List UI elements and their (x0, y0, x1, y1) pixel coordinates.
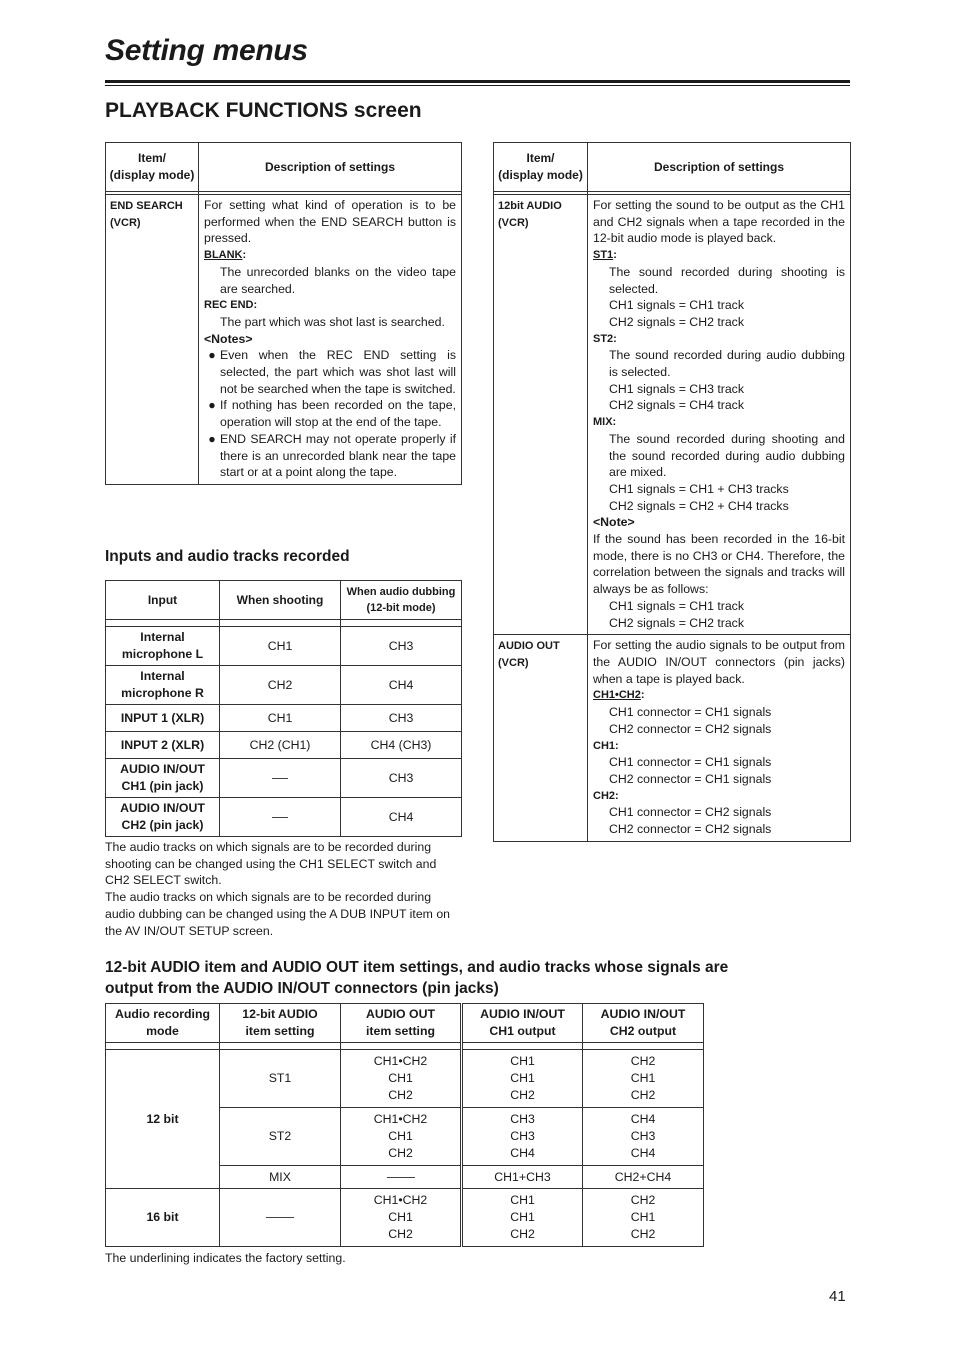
bottom-section-title: 12-bit AUDIO item and AUDIO OUT item settings, and audio tracks whose signals are output from the AUDIO IN/OUT connectors (pin jacks) (105, 959, 729, 997)
page-number: 41 (829, 1288, 846, 1305)
item-header: Item/ (display mode) (106, 143, 199, 192)
table-row: INPUT 2 (XLR) CH2 (CH1) CH4 (CH3) (106, 732, 462, 759)
notes-label: <Notes> (204, 331, 253, 346)
12bit-setting-header: 12-bit AUDIO item setting (220, 1004, 341, 1043)
ch2-output-header: AUDIO IN/OUT CH2 output (583, 1004, 704, 1043)
inputs-notes: The audio tracks on which signals are to be recorded during shooting can be changed using the CH1 SELECT switch and CH2 SELECT switch. The audio tracks on which signals are to be recorded during audio dubbing can be changed using the A DUB INPUT item on the AV IN/OUT SETUP screen. (105, 840, 450, 938)
end-search-description: For setting what kind of operation is to be performed when the END SEARCH button is pressed. BLANK: The unrecorded blanks on the video tape are searched. REC END: The part which was shot last is searched. <Notes> ● Even when the REC END setting is selected, the part which was shot last will not be searched when the tape is switched. ● If nothing has been recorded on the tape, operation will stop at the end of the tape. ● END SEARCH may not operate properly if there is an unrecorded blank near the tape start or at a point along the tape. (199, 195, 462, 485)
table-row: 16 bit CH1•CH2 CH1 CH2 CH1 CH1 CH2 CH2 CH1 CH2 (106, 1189, 704, 1247)
dash-mark (272, 778, 288, 779)
ch2-option-label: CH2: (593, 789, 619, 802)
section-title: PLAYBACK FUNCTIONS screen (105, 99, 422, 122)
ch1ch2-option-label: CH1•CH2 (593, 689, 641, 702)
table-row: INPUT 1 (XLR) CH1 CH3 (106, 705, 462, 732)
audio-out-description: For setting the audio signals to be output from the AUDIO IN/OUT connectors (pin jacks) when a tape is played back. CH1•CH2: CH1 connector = CH1 signals CH2 connector = CH2 signals CH1: CH1 connector = CH1 signals CH2 connector = CH1 signals CH2: CH1 connector = CH2 signals CH2 connector = CH2 signals (588, 635, 851, 841)
12bit-audio-description: For setting the sound to be output as the CH1 and CH2 signals when a tape recorded in the 12-bit audio mode is played back. ST1: The sound recorded during shooting is selected. CH1 signals = CH1 track CH2 signals = CH2 track ST2: The sound recorded during audio dubbing is selected. CH1 signals = CH3 track CH2 signals = CH4 track MIX: The sound recorded during shooting and the sound recorded during audio dubbing are mixed. CH1 signals = CH1 + CH3 tracks CH2 signals = CH2 + CH4 tracks <Note> If the sound has been recorded in the 16-bit mode, there is no CH3 or CH4. Therefore, the correlation between the signals and tracks will always be as follows: CH1 signals = CH1 track CH2 signals = CH2 track (588, 195, 851, 635)
audio-out-setting-header: AUDIO OUT item setting (341, 1004, 462, 1043)
description-header: Description of settings (199, 143, 462, 192)
ch1-option-label: CH1: (593, 739, 619, 752)
item-header: Item/ (display mode) (494, 143, 588, 192)
st1-option-label: ST1 (593, 249, 614, 262)
dubbing-header: When audio dubbing (12-bit mode) (341, 581, 462, 620)
item-audio-out: AUDIO OUT (VCR) (494, 635, 588, 841)
rec-end-option-label: REC END: (204, 299, 258, 312)
table-row: ST2 CH1•CH2 CH1 CH2 CH3 CH3 CH4 CH4 CH3 CH4 (106, 1108, 704, 1166)
recording-mode-header: Audio recording mode (106, 1004, 220, 1043)
st2-option-label: ST2: (593, 332, 617, 345)
table-row: AUDIO IN/OUT CH2 (pin jack) CH4 (106, 798, 462, 837)
dash-mark (387, 1177, 415, 1178)
title-rule (105, 80, 850, 83)
audio-settings-table (493, 142, 851, 842)
mix-option-label: MIX: (593, 416, 617, 429)
title-rule-thin (105, 85, 850, 86)
table-row: MIX CH1+CH3 CH2+CH4 (106, 1166, 704, 1189)
bullet-icon: ● (208, 398, 216, 413)
item-end-search: END SEARCH (VCR) (106, 195, 199, 485)
bullet-icon: ● (208, 431, 216, 446)
inputs-section-title: Inputs and audio tracks recorded (105, 548, 350, 565)
note-item: ● If nothing has been recorded on the tape, operation will stop at the end of the tape. (204, 397, 456, 430)
page-title: Setting menus (105, 34, 308, 67)
table-row: AUDIO IN/OUT CH1 (pin jack) CH3 (106, 759, 462, 798)
end-search-table (105, 142, 462, 485)
inputs-table (105, 580, 462, 837)
table-row: Internal microphone R CH2 CH4 (106, 666, 462, 705)
shooting-header: When shooting (220, 581, 341, 620)
blank-option-label: BLANK (204, 249, 243, 262)
footnote: The underlining indicates the factory setting. (105, 1251, 346, 1265)
table-row: 12 bit ST1 CH1•CH2 CH1 CH2 CH1 CH1 CH2 CH2 CH1 CH2 (106, 1050, 704, 1108)
input-header: Input (106, 581, 220, 620)
audio-output-table (105, 1003, 704, 1247)
item-12bit-audio: 12bit AUDIO (VCR) (494, 195, 588, 635)
note-item: ● END SEARCH may not operate properly if there is an unrecorded blank near the tape start or at a point along the tape. (204, 431, 456, 481)
note-label: <Note> (593, 515, 635, 530)
description-header: Description of settings (588, 143, 851, 192)
dash-mark (266, 1217, 294, 1218)
table-row: Internal microphone L CH1 CH3 (106, 627, 462, 666)
ch1-output-header: AUDIO IN/OUT CH1 output (462, 1004, 583, 1043)
dash-mark (272, 817, 288, 818)
bullet-icon: ● (208, 348, 216, 363)
note-item: ● Even when the REC END setting is selected, the part which was shot last will not be searched when the tape is switched. (204, 347, 456, 397)
